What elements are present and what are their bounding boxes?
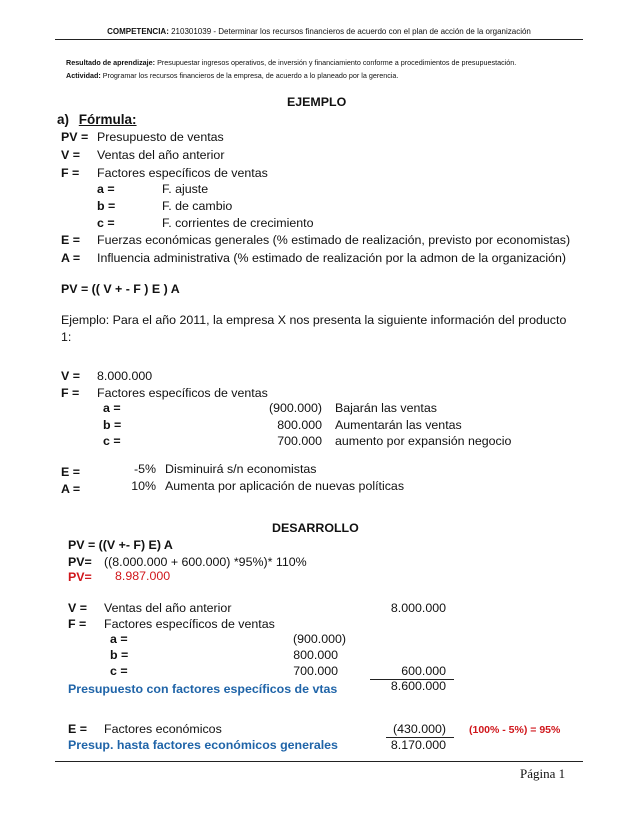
desarrollo-v-code: V = bbox=[68, 601, 87, 615]
formula-subdesc: F. corrientes de crecimiento bbox=[162, 216, 314, 230]
resultado-label: Resultado de aprendizaje: bbox=[66, 58, 156, 67]
actividad-label: Actividad: bbox=[66, 71, 101, 80]
example-intro-line1: Ejemplo: Para el año 2011, la empresa X nos presenta la siguiente información del producto bbox=[61, 313, 567, 327]
example-e-note: Disminuirá s/n economistas bbox=[165, 462, 317, 476]
example-factor-note: aumento por expansión negocio bbox=[335, 434, 512, 448]
desarrollo-e-code: E = bbox=[68, 722, 87, 736]
formula-desc: Factores específicos de ventas bbox=[97, 166, 268, 180]
formula-subdesc: F. de cambio bbox=[162, 199, 233, 213]
example-f-desc: Factores específicos de ventas bbox=[97, 386, 268, 400]
desarrollo-f-desc: Factores específicos de ventas bbox=[104, 617, 275, 631]
desarrollo-pv-result: 8.987.000 bbox=[115, 569, 171, 583]
formula-code: F = bbox=[61, 166, 80, 180]
actividad-line bbox=[66, 71, 398, 80]
competencia-text: 210301039 - Determinar los recursos financieros de acuerdo con el plan de acción de la organización bbox=[171, 27, 531, 36]
desarrollo-title: DESARROLLO bbox=[272, 521, 359, 535]
desarrollo-factor-code: c = bbox=[110, 664, 128, 678]
formula-heading bbox=[57, 112, 137, 127]
desarrollo-e-note: (100% - 5%) = 95% bbox=[469, 724, 561, 736]
example-a-note: Aumenta por aplicación de nuevas políticas bbox=[165, 479, 405, 493]
example-factor-code: c = bbox=[103, 434, 121, 448]
example-a-code: A = bbox=[61, 482, 81, 496]
desarrollo-e-value: (430.000) bbox=[392, 722, 446, 736]
subtotal1-label: Presupuesto con factores específicos de vtas bbox=[68, 682, 338, 696]
subtotal2-value: 8.170.000 bbox=[390, 738, 446, 752]
page-header bbox=[0, 27, 638, 36]
formula-code: A = bbox=[61, 251, 81, 265]
formula-code: E = bbox=[61, 233, 80, 247]
desarrollo-v-desc: Ventas del año anterior bbox=[104, 601, 232, 615]
footer-rule bbox=[55, 761, 583, 762]
ejemplo-title: EJEMPLO bbox=[287, 95, 347, 109]
desarrollo-f-code: F = bbox=[68, 617, 87, 631]
formula-code: PV = bbox=[61, 130, 89, 144]
desarrollo-factor-value: 800.000 bbox=[293, 648, 338, 662]
example-factor-note: Bajarán las ventas bbox=[335, 401, 437, 415]
subtotal2-label: Presup. hasta factores económicos generales bbox=[68, 738, 338, 752]
formula-subcode: b = bbox=[97, 199, 116, 213]
formula-desc: Presupuesto de ventas bbox=[97, 130, 224, 144]
example-factor-code: b = bbox=[103, 418, 122, 432]
formula-heading-text: Fórmula: bbox=[78, 112, 137, 127]
subtotal1-value: 8.600.000 bbox=[390, 679, 446, 693]
desarrollo-v-value: 8.000.000 bbox=[390, 601, 446, 615]
formula-desc: Fuerzas económicas generales (% estimado de realización, previsto por economistas) bbox=[97, 233, 571, 247]
desarrollo-factor-code: b = bbox=[110, 648, 129, 662]
desarrollo-pv-label: PV= bbox=[68, 555, 92, 569]
formula-subcode: c = bbox=[97, 216, 115, 230]
example-f-code: F = bbox=[61, 386, 80, 400]
example-intro-line2: 1: bbox=[61, 330, 72, 344]
desarrollo-e-desc: Factores económicos bbox=[104, 722, 222, 736]
formula-subcode: a = bbox=[97, 182, 115, 196]
formula-desc: Influencia administrativa (% estimado de realización por la admon de la organización) bbox=[97, 251, 567, 265]
example-e-value: -5% bbox=[133, 462, 156, 476]
example-factor-value: 700.000 bbox=[277, 434, 322, 448]
formula-subdesc: F. ajuste bbox=[162, 182, 209, 196]
example-factor-code: a = bbox=[103, 401, 121, 415]
resultado-line bbox=[66, 58, 516, 67]
formula-heading-letter: a) bbox=[57, 112, 70, 127]
example-v-code: V = bbox=[61, 369, 80, 383]
header-rule bbox=[55, 39, 583, 40]
example-factor-value: (900.000) bbox=[268, 401, 322, 415]
example-e-code: E = bbox=[61, 465, 80, 479]
desarrollo-factor-value: 700.000 bbox=[293, 664, 338, 678]
desarrollo-factor-value: (900.000) bbox=[292, 632, 346, 646]
example-factor-note: Aumentarán las ventas bbox=[335, 418, 462, 432]
desarrollo-pv-result-label: PV= bbox=[68, 570, 92, 584]
page-number: Página 1 bbox=[520, 766, 566, 781]
formula-expression: PV = (( V + - F ) E ) A bbox=[61, 282, 180, 296]
formula-desc: Ventas del año anterior bbox=[97, 148, 225, 162]
competencia-label: COMPETENCIA: bbox=[107, 27, 169, 36]
example-v-value: 8.000.000 bbox=[97, 369, 153, 383]
example-a-value: 10% bbox=[131, 479, 156, 493]
desarrollo-pv-calc: ((8.000.000 + 600.000) *95%)* 110% bbox=[104, 555, 307, 569]
actividad-text: Programar los recursos financieros de la empresa, de acuerdo a lo planeado por la gerencia. bbox=[102, 71, 399, 80]
desarrollo-f-total: 600.000 bbox=[401, 664, 446, 678]
resultado-text: Presupuestar ingresos operativos, de inversión y financiamiento conforme a procedimientos de presupuestación. bbox=[157, 58, 517, 67]
desarrollo-factor-code: a = bbox=[110, 632, 128, 646]
desarrollo-formula: PV = ((V +- F) E) A bbox=[68, 538, 173, 552]
example-factor-value: 800.000 bbox=[277, 418, 322, 432]
formula-code: V = bbox=[61, 148, 80, 162]
